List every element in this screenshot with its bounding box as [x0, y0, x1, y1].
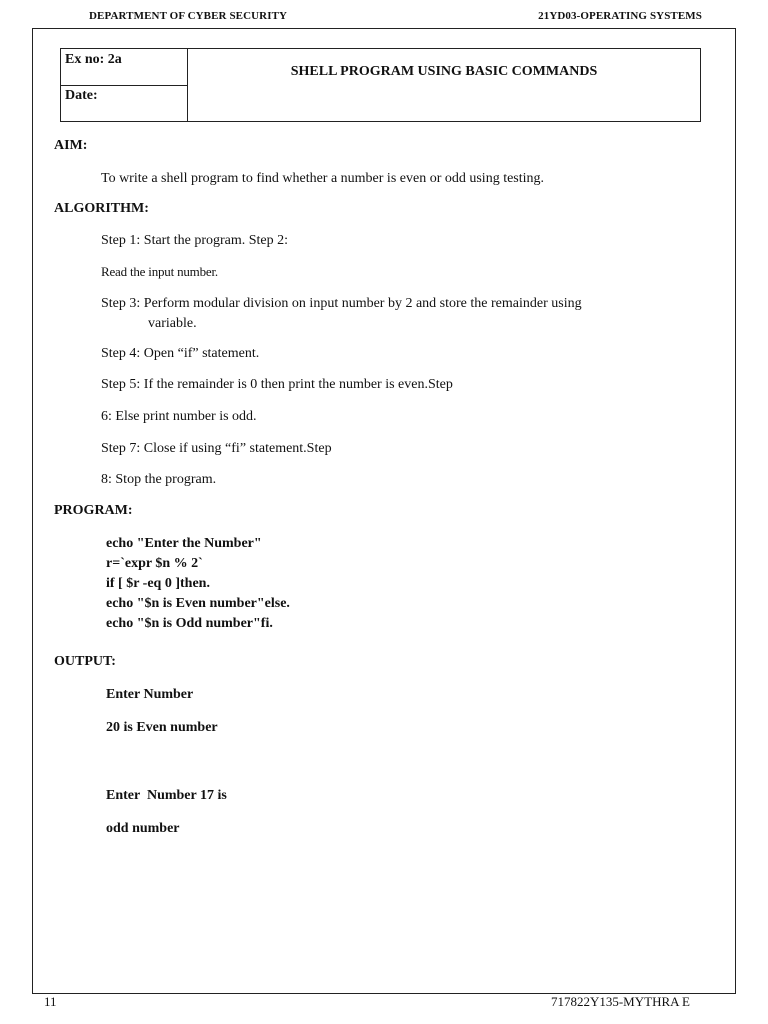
exercise-number: Ex no: 2a [65, 52, 122, 67]
exercise-title: SHELL PROGRAM USING BASIC COMMANDS [290, 64, 598, 79]
algorithm-line: variable. [148, 316, 197, 331]
student-id: 717822Y135-MYTHRA E [550, 994, 690, 1009]
output-line: odd number [106, 821, 180, 836]
output-heading: OUTPUT: [54, 654, 116, 669]
code-line: echo "$n is Even number"else. [106, 596, 290, 611]
algorithm-line: Step 5: If the remainder is 0 then print the number is even.Step [101, 377, 453, 392]
algorithm-line: Step 3: Perform modular division on input number by 2 and store the remainder using [101, 296, 582, 311]
header-department: DEPARTMENT OF CYBER SECURITY [89, 10, 288, 22]
algorithm-line: Step 1: Start the program. Step 2: [101, 233, 289, 248]
exercise-header-table [60, 48, 701, 122]
algorithm-line: Step 7: Close if using “fi” statement.Step [101, 441, 332, 456]
code-line: r=`expr $n % 2` [106, 556, 203, 571]
exercise-date-label: Date: [65, 88, 98, 103]
code-line: if [ $r -eq 0 ]then. [106, 576, 210, 591]
program-heading: PROGRAM: [54, 503, 133, 518]
aim-heading: AIM: [54, 138, 88, 153]
algorithm-line: Step 4: Open “if” statement. [101, 346, 260, 361]
output-line: 20 is Even number [106, 720, 218, 735]
algorithm-line: 8: Stop the program. [101, 472, 217, 487]
algorithm-line: Read the input number. [101, 264, 218, 279]
header-course: 21YD03-OPERATING SYSTEMS [538, 10, 702, 22]
algorithm-heading: ALGORITHM: [54, 201, 149, 216]
program-code-block [106, 534, 290, 634]
output-line: Enter Number [106, 687, 194, 702]
aim-text: To write a shell program to find whether a number is even or odd using testing. [101, 171, 545, 186]
exercise-meta-cell [61, 49, 188, 121]
code-line: echo "$n is Odd number"fi. [106, 616, 273, 631]
meta-divider [61, 85, 187, 86]
code-line: echo "Enter the Number" [106, 536, 262, 551]
output-line: Enter Number 17 is [106, 788, 227, 803]
algorithm-line: 6: Else print number is odd. [101, 409, 257, 424]
page-number: 11 [44, 994, 57, 1009]
